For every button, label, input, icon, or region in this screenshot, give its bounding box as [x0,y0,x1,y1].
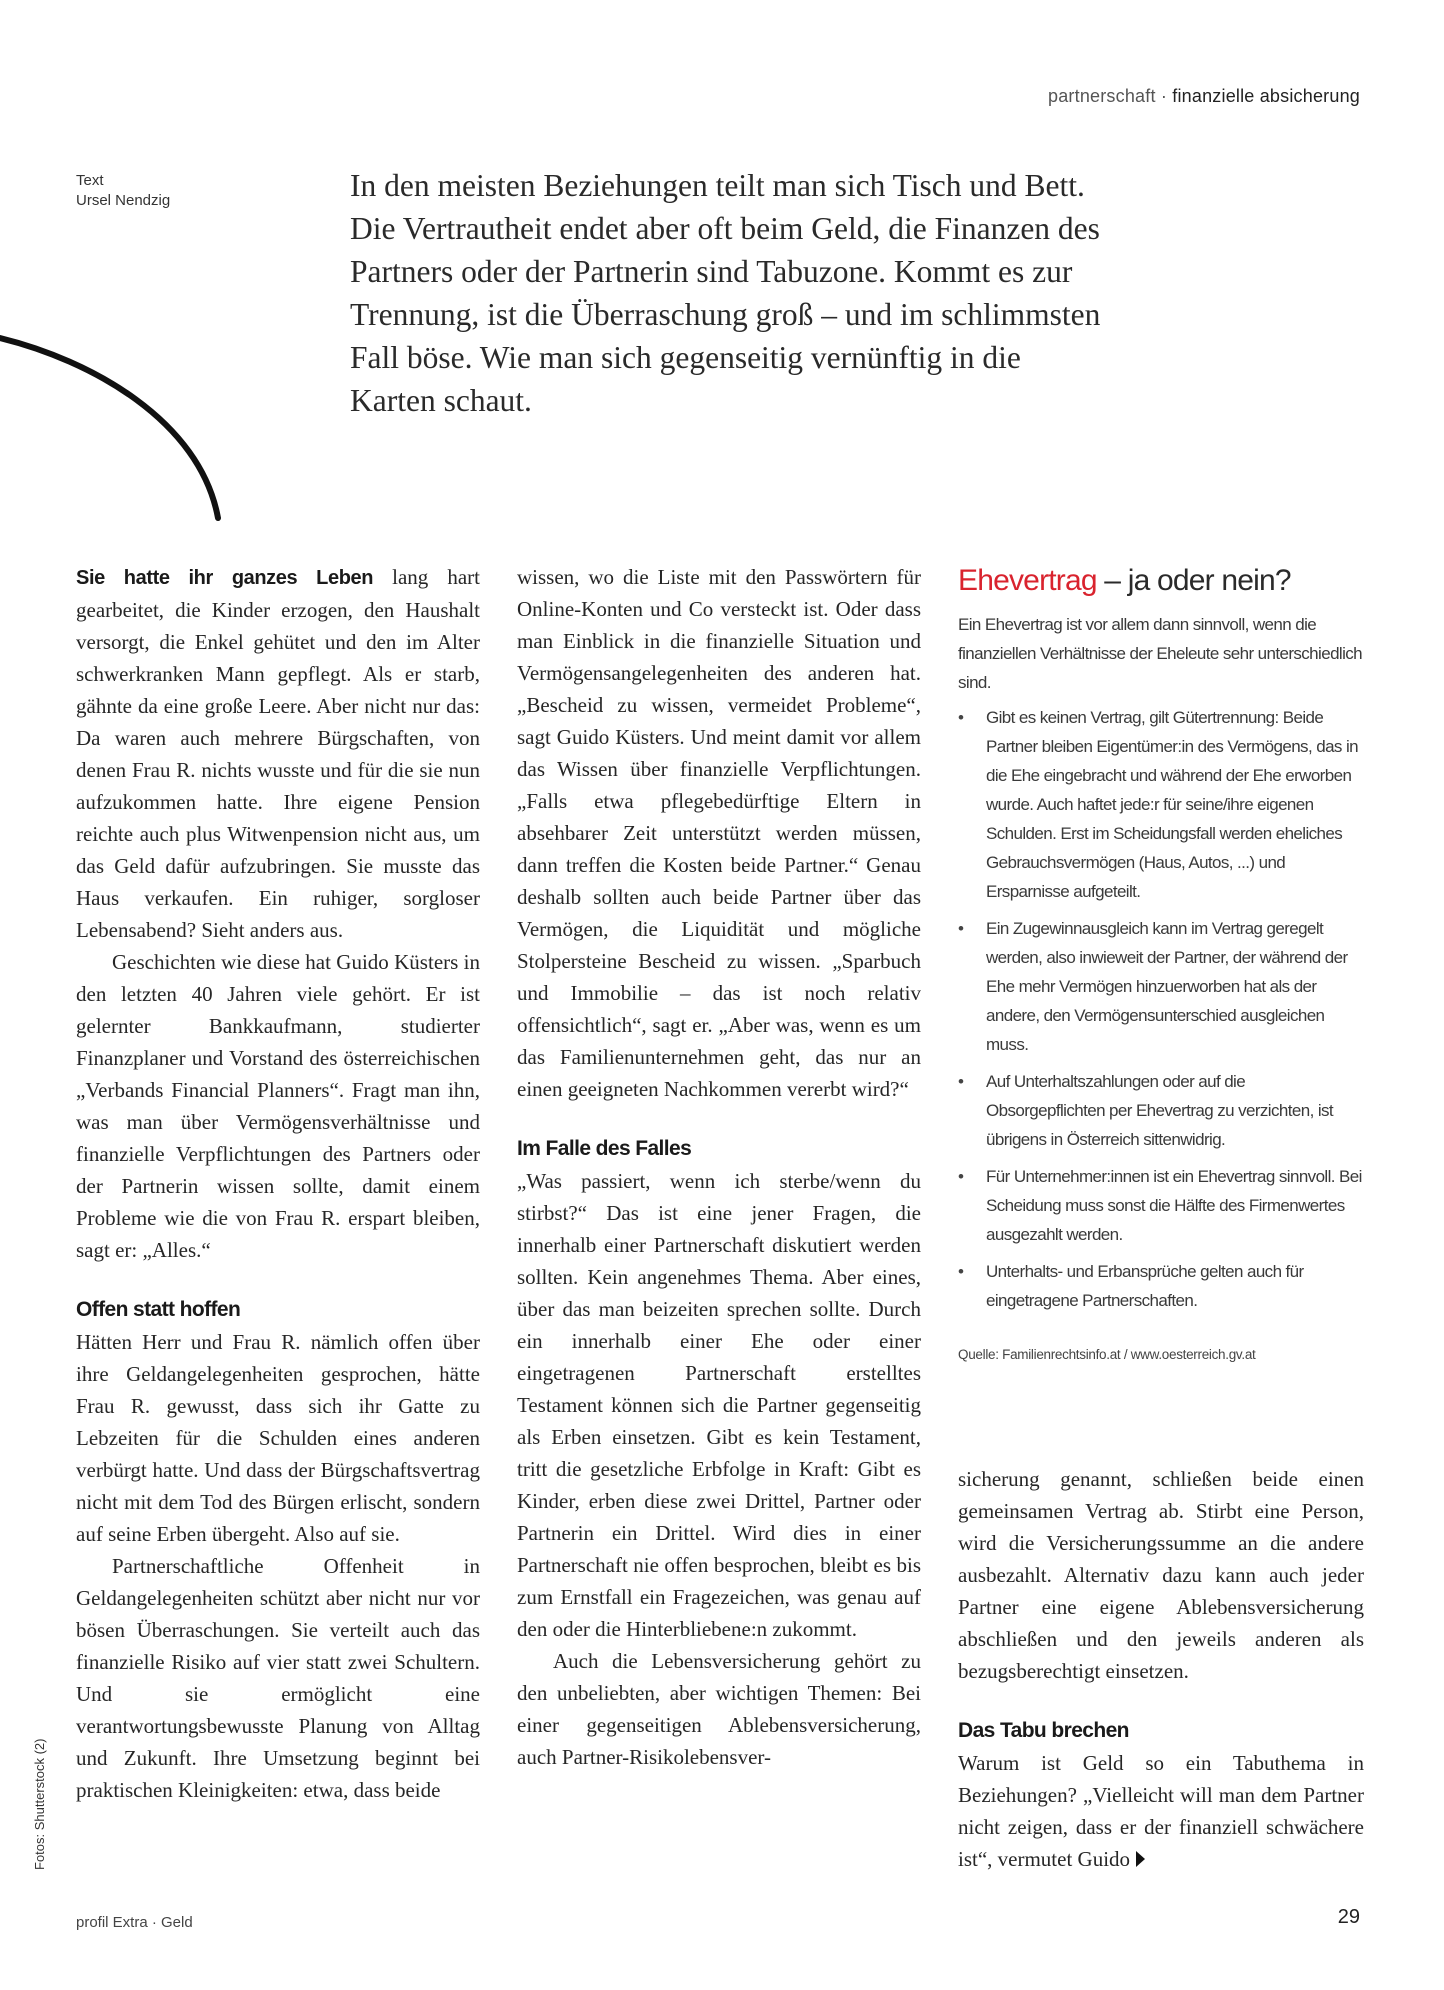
info-box-list [958,703,1364,1315]
credit-label: Text [76,172,104,189]
lead-paragraph: In den meisten Beziehungen teilt man sich Tisch und Bett. Die Vertrautheit endet aber oft beim Geld, die Finanzen des Partners oder der Partnerin sind Tabuzone. Kommt es zur Trennung, ist die Überraschung groß – und im schlimmsten Fall böse. Wie man sich gegenseitig vernünftig in die Karten schaut. [350,168,1101,418]
photo-credit: Fotos: Shutterstock (2) [32,1738,47,1870]
info-box-item: • Gibt es keinen Vertrag, gilt Gütertrennung: Beide Partner bleiben Eigentümer:in des Vermögens, das in die Ehe eingebracht und während der Ehe erworben wurde. Auch haftet jede:r für seine/ihre eigenen Schulden. Erst im Scheidungsfall werden eheliches Gebrauchsvermögen (Haus, Autos, ...) und Ersparnisse aufgeteilt. [958,703,1364,906]
continue-arrow-icon [1136,1851,1145,1867]
subheading-falle: Im Falle des Falles [517,1137,692,1160]
article-column-2 [517,561,921,1773]
section-topic: finanzielle absicherung [1172,86,1360,106]
info-box-ehevertrag [958,562,1364,1362]
decorative-swoosh [0,320,240,530]
author-credit [76,171,170,211]
paragraph [958,1747,1364,1875]
page-number: 29 [1337,1906,1360,1928]
paragraph-intro [76,561,480,946]
paragraph-text: Warum ist Geld so ein Tabuthema in Beziehungen? „Vielleicht will man dem Partner nicht zeigen, dass er der finanziell schwächere ist“, vermutet Guido [958,1751,1364,1871]
section-separator: · [1155,86,1173,106]
intro-text: lang hart gearbeitet, die Kinder erzogen, den Haushalt versorgt, die Enkel gehütet und den im Alter schwerkranken Mann gepflegt. Als er starb, gähnte da eine große Leere. Aber nicht nur das: Da waren auch mehrere Bürgschaften, von denen Frau R. nichts wusste und für die sie nun aufzukommen hatte. Ihre eigene Pension reichte auch plus Witwenpension nicht aus, um das Geld dafür aufzubringen. Sie musste das Haus verkaufen. Ein ruhiger, sorgloser Lebensabend? Sieht anders aus. [76,565,481,942]
paragraph: Partnerschaftliche Offenheit in Geldangelegenheiten schützt aber nicht nur vor bösen Überraschungen. Sie verteilt auch das finanzielle Risiko auf vier statt zwei Schultern. Und sie ermöglicht eine verantwortungsbewusste Planung von Alltag und Zukunft. Ihre Umsetzung beginnt bei praktischen Kleinigkeiten: etwa, dass beide [76,1554,480,1802]
paragraph: Auch die Lebensversicherung gehört zu den unbeliebten, aber wichtigen Themen: Bei einer gegenseitigen Ablebensversicherung, auch Partner-Risikolebensver- [517,1649,921,1769]
section-name: partnerschaft [1048,86,1156,106]
info-box-title-rest: – ja oder nein? [1096,564,1291,597]
footer-publication: profil Extra · Geld [76,1914,193,1931]
paragraph-continued: wissen, wo die Liste mit den Passwörtern für Online-Konten und Co versteckt ist. Oder dass man Einblick in die finanzielle Situation und Vermögensangelegenheiten des anderen hat. „Bescheid zu wissen, vermeidet Probleme“, sagt Guido Küsters. Und meint damit vor allem das Wissen über finanzielle Verpflichtungen. „Falls etwa pflegebedürftige Eltern in absehbarer Zeit unterstützt werden müssen, dann treffen die Kosten beide Partner.“ Genau deshalb sollten auch beide Partner über das Vermögen, die Liquidität und mögliche Stolpersteine Bescheid zu wissen. „Sparbuch und Immobilie – das ist noch relativ offensichtlich“, sagt er. „Aber was, wenn es um das Familienunternehmen geht, das nur an einen geeigneten Nachkommen vererbt wird?“ [517,565,921,1101]
article-column-3 [958,1463,1364,1875]
info-box-item: • Für Unternehmer:innen ist ein Ehevertrag sinnvoll. Bei Scheidung muss sonst die Hälfte des Firmenwertes ausgezahlt werden. [958,1162,1364,1249]
info-box-item: • Auf Unterhaltszahlungen oder auf die Obsorgepflichten per Ehevertrag zu verzichten, ist übrigens in Österreich sittenwidrig. [958,1067,1364,1154]
paragraph: Hätten Herr und Frau R. nämlich offen über ihre Geldangelegenheiten gesprochen, hätte Frau R. gewusst, dass sich ihr Gatte zu Lebzeiten für die Schulden eines anderen verbürgt hatte. Und dass der Bürgschaftsvertrag nicht mit dem Tod des Bürgen erlischt, sondern auf seine Erben übergeht. Also auf sie. [76,1330,480,1546]
intro-runin: Sie hatte ihr ganzes Leben [76,567,374,589]
info-box-intro: Ein Ehevertrag ist vor allem dann sinnvoll, wenn die finanziellen Verhältnisse der Eheleute sehr unterschiedlich sind. [958,615,1363,692]
info-box-item: • Unterhalts- und Erbansprüche gelten auch für eingetragene Partnerschaften. [958,1257,1364,1315]
credit-author: Ursel Nendzig [76,192,171,209]
info-box-source: Quelle: Familienrechtsinfo.at / www.oesterreich.gv.at [958,1347,1256,1362]
section-header [1048,86,1360,107]
subheading-offen: Offen statt hoffen [76,1298,241,1321]
info-box-item: • Ein Zugewinnausgleich kann im Vertrag geregelt werden, also inwieweit der Partner, der während der Ehe mehr Vermögen hinzuerworben hat als der andere, den Vermögensunterschied ausgleichen muss. [958,914,1364,1059]
subheading-tabu: Das Tabu brechen [958,1719,1129,1742]
paragraph: Geschichten wie diese hat Guido Küsters in den letzten 40 Jahren viele gehört. Er ist gelernter Bankkaufmann, studierter Finanzplaner und Vorstand des österreichischen „Verbands Financial Planners“. Fragt man ihn, was man über Vermögensverhältnisse und finanzielle Verpflichtungen des Partners oder der Partnerin wissen sollte, damit einem Probleme wie die von Frau R. erspart bleiben, sagt er: „Alles.“ [76,950,480,1262]
paragraph-continued: sicherung genannt, schließen beide einen gemeinsamen Vertrag ab. Stirbt eine Person, wird die Versicherungssumme an die andere ausbezahlt. Alternativ dazu kann auch jeder Partner eine eigene Ablebensversicherung abschließen und den jeweils anderen als bezugsberechtigt einsetzen. [958,1467,1364,1683]
info-box-title [958,562,1364,600]
info-box-title-highlight: Ehevertrag [958,564,1097,597]
article-column-1 [76,561,480,1806]
paragraph: „Was passiert, wenn ich sterbe/wenn du stirbst?“ Das ist eine jener Fragen, die innerhalb einer Partnerschaft diskutiert werden sollten. Kein angenehmes Thema. Aber eines, über das man beizeiten sprechen sollte. Durch ein innerhalb einer Ehe oder einer eingetragenen Partnerschaft erstelltes Testament können sich die Partner gegenseitig als Erben einsetzen. Gibt es kein Testament, tritt die gesetzliche Erbfolge in Kraft: Gibt es Kinder, erben diese zwei Drittel, Partner oder Partnerin ein Drittel. Wird dies in einer Partnerschaft nie offen besprochen, bleibt es bis zum Ernstfall ein Fragezeichen, was genau auf den oder die Hinterbliebene:n zukommt. [517,1169,921,1641]
